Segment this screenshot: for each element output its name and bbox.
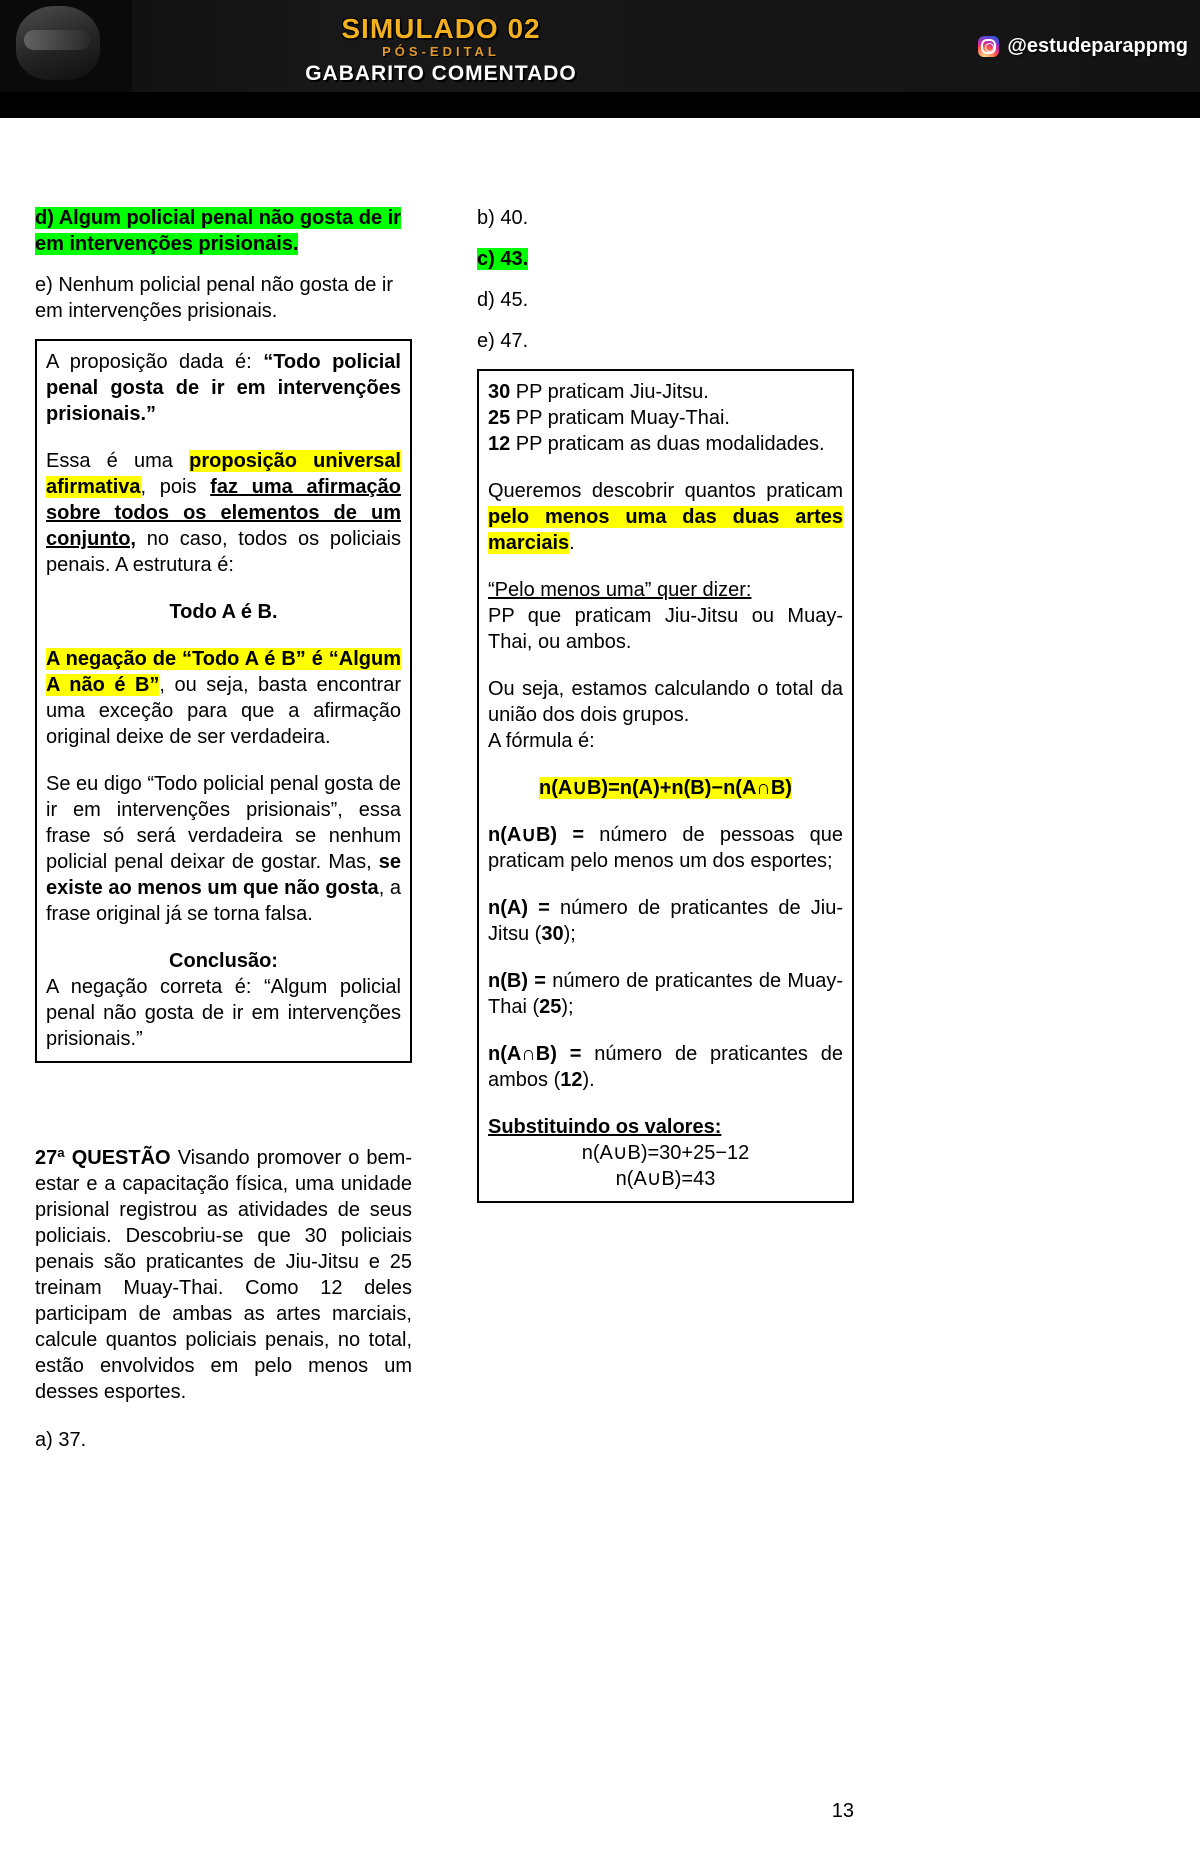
text-segment: , pois [140,476,211,498]
text-segment: ); [561,996,574,1018]
text-segment: 12 [560,1069,583,1091]
explanation-paragraph [46,448,401,578]
definition-paragraph [488,822,843,874]
text-segment: A proposição dada é: [46,351,264,373]
answer-option-e-q27 [477,328,854,354]
text-segment: PP praticam Muay-Thai. [510,407,730,429]
text-segment: n(A∪B)=n(A)+n(B)−n(A∩B) [539,777,792,799]
definition-paragraph [488,895,843,947]
text-segment: A fórmula é: [488,730,595,752]
header-banner [0,0,1200,92]
formula-line [488,775,843,801]
text-segment: c) 43. [477,248,529,270]
text-segment: Se eu digo “Todo policial penal gosta de ir em intervenções prisionais”, essa frase só será verdadeira se nenhum policial penal deixar de gostar. Mas, [46,773,401,873]
conclusion-paragraph [46,974,401,1052]
text-segment: n(A) = [488,897,550,919]
text-segment: e) Nenhum policial penal não gosta de ir em intervenções prisionais. [35,274,393,322]
page-number: 13 [831,1800,854,1822]
definition-heading [488,577,843,603]
definition-paragraph [488,968,843,1020]
header-title-block [285,14,597,85]
explanation-paragraph [488,603,843,655]
text-segment: A negação correta é: “Algum policial penal não gosta de ir em intervenções prisionais.” [46,976,401,1050]
text-segment: número de pessoas que praticam pelo menos um dos esportes; [488,824,843,872]
text-segment: b) 40. [477,207,529,229]
text-segment: Ou seja, estamos calculando o total da união dos dois grupos. [488,678,843,726]
text-segment: . [569,532,575,554]
left-column [35,205,412,1468]
text-segment: d) Algum policial penal não gosta de ir em intervenções prisionais. [35,207,401,255]
text-segment: número de praticantes de Jiu-Jitsu ( [488,897,843,945]
header-divider-bar [0,92,1200,118]
explanation-paragraph [46,646,401,750]
text-segment: A negação de “Todo A é B” é “Algum A não é B” [46,648,401,696]
instagram-icon [978,36,999,57]
text-segment: ). [582,1069,595,1091]
text-segment: 12 [488,433,511,455]
text-segment: n(A∪B)=30+25−12 [581,1142,750,1164]
text-segment: Queremos descobrir quantos praticam [488,480,843,502]
text-segment: pelo menos uma das duas artes marciais [488,506,843,554]
explanation-box-q27 [477,369,854,1203]
text-segment: 30 [488,381,511,403]
definition-paragraph [488,1041,843,1093]
substitution-heading [488,1114,843,1140]
text-segment: Todo A é B. [169,601,278,623]
text-segment: se existe ao menos um que não gosta [46,851,401,899]
text-segment: d) 45. [477,289,529,311]
text-segment: número de praticantes de Muay-Thai ( [488,970,843,1018]
structure-line [46,599,401,625]
data-line [488,431,843,457]
photo-shape [24,30,90,50]
text-segment: e) 47. [477,330,529,352]
text-segment: faz uma afirmação sobre todos os elementos de um conjunto, [46,476,401,550]
header-photo [0,0,132,92]
text-segment: Essa é uma [46,450,190,472]
instagram-handle-link[interactable] [978,0,1188,92]
explanation-paragraph [488,728,843,754]
text-segment: PP praticam as duas modalidades. [510,433,825,455]
explanation-paragraph [488,676,843,728]
text-segment: n(A∪B) = [488,824,585,846]
explanation-paragraph [46,349,401,427]
text-segment: 25 [539,996,562,1018]
header-edition: GABARITO COMENTADO [305,61,577,85]
answer-option-e-q26 [35,272,412,324]
text-segment: no caso, todos os policiais penais. A estrutura é: [46,528,401,576]
text-segment: n(B) = [488,970,546,992]
text-segment: n(A∪B)=43 [615,1168,716,1190]
text-segment: Conclusão: [169,950,278,972]
text-segment: n(A∩B) = [488,1043,582,1065]
answer-option-d-q27 [477,287,854,313]
text-segment: 25 [488,407,511,429]
text-segment: número de praticantes de ambos ( [488,1043,843,1091]
answer-option-a-q27 [35,1427,412,1453]
text-segment: 30 [541,923,564,945]
text-segment: a) 37. [35,1429,87,1451]
explanation-paragraph [488,478,843,556]
data-line [488,405,843,431]
answer-option-b-q27 [477,205,854,231]
text-segment: ); [563,923,576,945]
conclusion-heading [46,948,401,974]
text-segment: , a frase original já se torna falsa. [46,877,401,925]
text-segment: Visando promover o bem-estar e a capacitação física, uma unidade prisional registrou as atividades de seus policiais. Descobriu-se que 30 policiais penais são praticantes de Jiu-Jitsu e 25 treinam Muay-Thai. Como 12 deles participam de ambas as artes marciais, calcule quantos policiais penais, no total, estão envolvidos em pelo menos um desses esportes. [35,1147,412,1403]
instagram-handle-text: @estudeparappmg [1007,34,1188,57]
question-27-text [35,1145,412,1405]
header-title: SIMULADO 02 [341,13,541,44]
calculation-line [488,1140,843,1166]
text-segment: PP que praticam Jiu-Jitsu ou Muay-Thai, ou ambos. [488,605,843,653]
text-segment: , ou seja, basta encontrar uma exceção para que a afirmação original deixe de ser verdadeira. [46,674,401,748]
calculation-line [488,1166,843,1192]
text-segment: “Todo policial penal gosta de ir em intervenções prisionais.” [46,351,401,425]
right-column [477,205,854,1203]
text-segment: PP praticam Jiu-Jitsu. [510,381,709,403]
text-segment: “Pelo menos uma” quer dizer: [488,579,752,601]
answer-option-d-q26 [35,205,412,257]
text-segment: Substituindo os valores: [488,1116,722,1138]
explanation-box-q26 [35,339,412,1063]
explanation-paragraph [46,771,401,927]
text-segment: proposição universal afirmativa [46,450,401,498]
text-segment: 27ª QUESTÃO [35,1147,171,1169]
header-subtitle: PÓS-EDITAL [382,44,500,60]
answer-option-c-q27 [477,246,854,272]
data-line [488,379,843,405]
